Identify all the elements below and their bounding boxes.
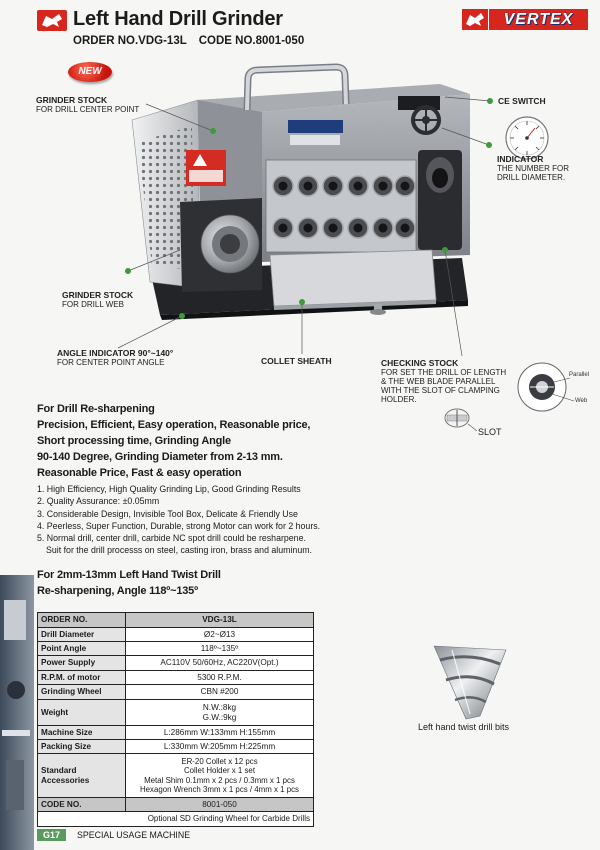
spec-table [37,612,314,827]
table-row [38,700,314,726]
table-row [38,754,314,798]
table-row [38,628,314,642]
spec-value-line: Hexagon Wrench 3mm x 1 pcs / 4mm x 1 pcs [139,785,300,794]
spec-value [126,700,314,726]
spec-label: Drill Diameter [38,628,126,642]
drill-bit-caption: Left hand twist drill bits [418,722,510,732]
spec-value-line: G.W.:9kg [202,712,237,722]
spec-value: L:330mm W:205mm H:225mm [126,740,314,754]
spec-value: Ø2~Ø13 [126,628,314,642]
checking-stock [418,150,462,250]
machine-photo [132,67,470,320]
callout-title: GRINDER STOCK [62,290,134,300]
page-number-tab: G17 [37,829,66,841]
callout-line: WITH THE SLOT OF CLAMPING [381,386,500,395]
edge-photo-strip [0,575,34,850]
callout-line: & THE WEB BLADE PARALLEL [381,377,496,386]
vertex-emblem-icon [462,9,488,30]
spec-label: Grinding Wheel [38,685,126,700]
spec-value: 118º~135º [126,642,314,656]
spec-subheading [37,567,221,599]
callout-title: CE SWITCH [498,96,546,106]
collet-panel [266,160,416,252]
intro-line: 90-140 Degree, Grinding Diameter from 2-13 mm. [37,451,283,463]
spec-label: Packing Size [38,740,126,754]
callout-line: DRILL DIAMETER. [497,173,566,182]
callout-grinder-stock-web [62,291,133,309]
spec-value: AC110V 50/60Hz, AC220V(Opt.) [126,656,314,671]
callout-title: COLLET SHEATH [261,356,332,366]
spec-table-wrapper [37,612,314,827]
order-line [73,35,304,47]
new-badge: NEW [68,62,112,82]
callout-title: SLOT [478,427,502,437]
spec-table-footnote: Optional SD Grinding Wheel for Carbide Drills [38,812,314,827]
spec-label: CODE NO. [38,798,126,812]
web-label: Web [575,398,588,404]
intro-heading: For Drill Re-sharpening [37,403,155,415]
table-row [38,685,314,700]
callout-title: GRINDER STOCK [36,95,108,105]
table-row [38,656,314,671]
spec-value: L:286mm W:133mm H:155mm [126,726,314,740]
table-row [38,812,314,827]
callout-sub: FOR DRILL WEB [62,300,124,309]
table-row [38,671,314,685]
callout-line: HOLDER. [381,395,417,404]
callout-indicator [497,155,569,182]
table-row [38,642,314,656]
spec-value: VDG-13L [126,613,314,628]
spec-value: 8001-050 [126,798,314,812]
feature-list [37,483,320,557]
intro-line: Reasonable Price, Fast & easy operation [37,467,242,479]
spec-value-line: Metal Shim 0.1mm x 2 pcs / 0.3mm x 1 pcs [144,775,295,785]
callout-grinder-stock-center [36,96,139,114]
spec-value [126,754,314,798]
subheading-line: For 2mm-13mm Left Hand Twist Drill [37,569,221,581]
table-row [38,726,314,740]
callout-checking-stock [381,359,506,404]
dial-indicator-illustration [506,117,548,159]
vertex-logo [462,9,588,30]
callout-collet-sheath [261,357,332,366]
callout-sub: FOR DRILL CENTER POINT [36,105,140,114]
callout-slot [478,428,502,437]
feature-item: 1. High Efficiency, High Quality Grinding Lip, Good Grinding Results [37,484,301,494]
feature-item: 3. Considerable Design, Invisible Tool Box, Delicate & Friendly Use [37,508,298,519]
spec-label: ORDER NO. [38,613,126,628]
subheading-line: Re-sharpening, Angle 118º~135º [37,585,198,597]
spec-value-line: ER-20 Collet x 12 pcs [181,756,258,766]
spec-value: 5300 R.P.M. [126,671,314,685]
adjust-knob [413,107,439,133]
callout-ce-switch [498,97,546,106]
callout-title: CHECKING STOCK [381,358,459,368]
callout-title: ANGLE INDICATOR 90°~140° [57,348,174,358]
parallel-label: Parallel [569,372,590,378]
callout-line: FOR SET THE DRILL OF LENGTH [381,368,507,377]
intro-line: Short processing time, Grinding Angle [37,435,231,447]
callout-sub: FOR CENTER POINT ANGLE [57,358,165,367]
spec-label: Point Angle [38,642,126,656]
spec-label: Machine Size [38,726,126,740]
brand-emblem-icon [37,10,67,31]
table-row [38,740,314,754]
order-number: ORDER NO.VDG-13L [73,35,187,47]
checking-stock-detail-illustration [518,363,574,411]
spec-label: Standard Accessories [38,754,126,798]
callout-angle-indicator [57,349,173,367]
feature-item: 2. Quality Assurance: ±0.05mm [37,496,160,507]
grinding-wheel [201,215,259,273]
intro-block [37,401,310,481]
slot-nut-illustration [445,409,477,431]
spec-value-line: N.W.:8kg [202,703,237,712]
page-title: Left Hand Drill Grinder [73,8,283,30]
feature-item: 5. Normal drill, center drill, carbide NC spot drill could be resharpene. [37,533,306,544]
spec-label: Weight [38,700,126,726]
warning-label [186,150,226,186]
spec-value: CBN #200 [126,685,314,700]
table-row [38,798,314,812]
drill-bit-photo [434,646,506,719]
feature-item-continuation: Suit for the drill processs on steel, casting iron, brass and aluminum. [46,545,312,556]
brand-plate [288,120,343,145]
section-name: SPECIAL USAGE MACHINE [77,830,191,840]
table-row [38,613,314,628]
callout-line: THE NUMBER FOR [497,164,569,173]
collet-sheath [270,250,436,310]
spec-value-line: Collet Holder x 1 set [183,766,256,775]
feature-item: 4. Peerless, Super Function, Durable, strong Motor can work for 2 hours. [37,520,321,531]
intro-line: Precision, Efficient, Easy operation, Reasonable price, [37,419,311,431]
callout-title: INDICATOR [497,154,544,164]
code-number: CODE NO.8001-050 [198,35,305,47]
spec-label: Power Supply [38,656,126,671]
vertex-wordmark: VERTEX [489,9,588,30]
spec-label: R.P.M. of motor [38,671,126,685]
